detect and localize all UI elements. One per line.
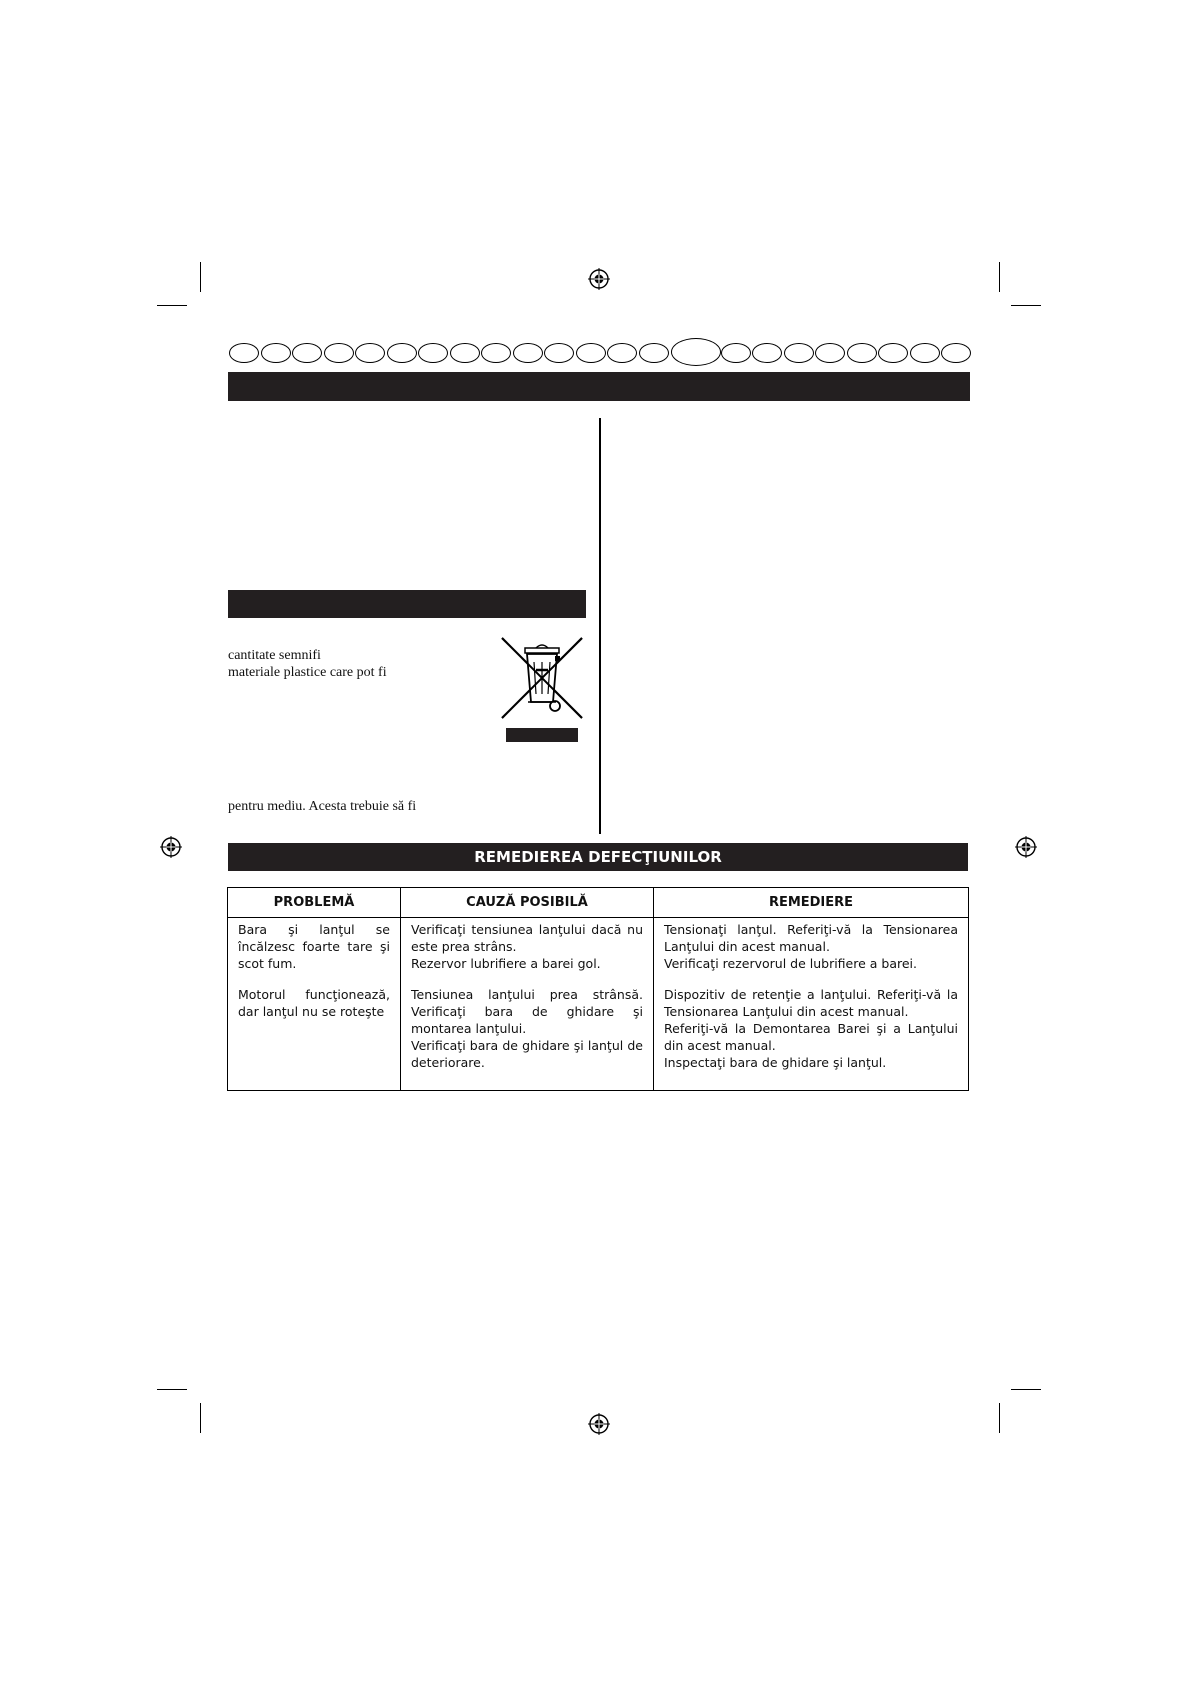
language-oval [418, 343, 448, 363]
language-oval [513, 343, 543, 363]
crop-mark-top-right [999, 262, 1000, 292]
language-oval [878, 343, 908, 363]
registration-mark-icon [1015, 836, 1037, 858]
header-problem: PROBLEMĂ [228, 888, 401, 918]
remedy-text: Referiţi-vă la Demontarea Barei şi a Lanţului din acest manual. [664, 1020, 958, 1053]
problem-text: Motorul funcţionează, dar lanţul nu se roteşte [238, 986, 390, 1019]
language-oval [355, 343, 385, 363]
language-oval [292, 343, 322, 363]
crop-mark-bottom-right-h [1011, 1389, 1041, 1390]
table-header-row [228, 888, 969, 918]
language-oval [721, 343, 751, 363]
language-oval [910, 343, 940, 363]
header-bar [228, 372, 970, 401]
header-cause: CAUZĂ POSIBILĂ [401, 888, 654, 918]
troubleshooting-title-bar [228, 843, 968, 871]
language-oval [607, 343, 637, 363]
crop-mark-bottom-left [200, 1403, 201, 1433]
remedy-text: Verificaţi rezervorul de lubrifiere a barei. [664, 956, 917, 971]
problem-text: Bara şi lanţul se încălzesc foarte tare şi scot fum. [238, 922, 390, 971]
environment-text-line-3: pentru mediu. Acesta trebuie să fi [228, 799, 417, 814]
problem-cell [228, 918, 401, 983]
troubleshooting-title: REMEDIEREA DEFECŢIUNILOR [474, 848, 722, 866]
registration-mark-icon [588, 268, 610, 290]
language-oval [387, 343, 417, 363]
remedy-text: Dispozitiv de retenţie a lanţului. Referiţi-vă la Tensionarea Lanţului din acest manual. [664, 986, 958, 1019]
crop-mark-top-left-h [157, 305, 187, 306]
cause-text: Tensiunea lanţului prea strânsă. Verificaţi bara de ghidare şi montarea lanţului. [411, 986, 643, 1036]
problem-cell [228, 983, 401, 1091]
header-remedy: REMEDIERE [654, 888, 969, 918]
registration-mark-icon [588, 1413, 610, 1435]
language-oval [229, 343, 259, 363]
cause-text: Verificaţi tensiunea lanţului dacă nu este prea strâns. [411, 922, 643, 954]
crop-mark-top-left [200, 262, 201, 292]
language-oval [544, 343, 574, 363]
environment-text-line-2: materiale plastice care pot fi [228, 665, 387, 680]
language-oval [450, 343, 480, 363]
language-oval [576, 343, 606, 363]
registration-mark-icon [160, 836, 182, 858]
environment-text-line-1: cantitate semnifi [228, 648, 321, 663]
cause-text: Rezervor lubrifiere a barei gol. [411, 956, 601, 971]
language-oval-active [671, 338, 721, 366]
language-oval [752, 343, 782, 363]
remedy-cell [654, 918, 969, 983]
column-divider [599, 418, 601, 834]
language-oval [639, 343, 669, 363]
cause-text: Verificaţi bara de ghidare şi lanţul de deteriorare. [411, 1037, 643, 1070]
language-oval [815, 343, 845, 363]
crossed-out-wheeled-bin-icon [500, 636, 584, 743]
language-oval [847, 343, 877, 363]
remedy-text: Tensionaţi lanţul. Referiţi-vă la Tensionarea Lanţului din acest manual. [664, 922, 958, 954]
language-oval [784, 343, 814, 363]
crop-mark-top-right-h [1011, 305, 1041, 306]
troubleshooting-table [227, 887, 969, 1091]
table-row [228, 918, 969, 983]
table-row [228, 983, 969, 1091]
crop-mark-bottom-right [999, 1403, 1000, 1433]
crop-mark-bottom-left-h [157, 1389, 187, 1390]
cause-cell [401, 918, 654, 983]
remedy-cell [654, 983, 969, 1091]
language-oval [481, 343, 511, 363]
language-oval [324, 343, 354, 363]
language-oval [261, 343, 291, 363]
environment-section-bar [228, 590, 586, 618]
remedy-text: Inspectaţi bara de ghidare şi lanţul. [664, 1054, 887, 1070]
language-oval [941, 343, 971, 363]
cause-cell [401, 983, 654, 1091]
